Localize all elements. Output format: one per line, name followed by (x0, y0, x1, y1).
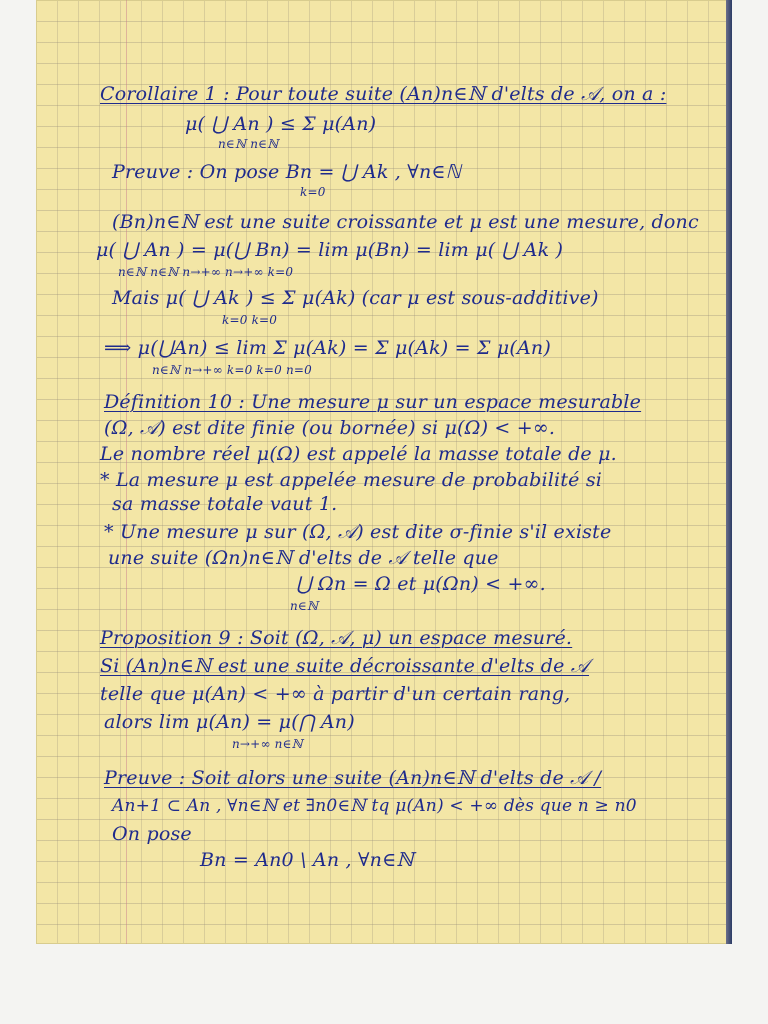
definition-line-2: Le nombre réel μ(Ω) est appelé la masse totale de μ. (100, 443, 617, 465)
proposition-line-2: telle que μ(An) < +∞ à partir d'un certain rang, (100, 683, 571, 705)
page-edge-shadow (726, 0, 732, 944)
proof-2-title: Preuve : Soit alors une suite (An)n∈ℕ d'elts de 𝒜 / (104, 767, 602, 789)
definition-line-7-subscripts: n∈ℕ (290, 599, 319, 613)
proof-2-line-1: An+1 ⊂ An , ∀n∈ℕ et ∃n0∈ℕ tq μ(An) < +∞ dès que n ≥ n0 (112, 796, 637, 816)
proof-1-line-3-subscripts: k=0 k=0 (222, 313, 278, 327)
proof-1-conclusion-subscripts: n∈ℕ n→+∞ k=0 k=0 n=0 (152, 363, 313, 377)
proof-2-line-3: Bn = An0 \ An , ∀n∈ℕ (200, 849, 414, 871)
definition-title: Définition 10 : Une mesure μ sur un espace mesurable (104, 391, 642, 413)
proposition-line-3: alors lim μ(An) = μ(⋂ An) (104, 711, 355, 733)
corollary-statement-subscripts: n∈ℕ n∈ℕ (218, 137, 279, 151)
proof-1-intro-subscripts: k=0 (300, 185, 326, 199)
definition-line-7: ⋃ Ωn = Ω et μ(Ωn) < +∞. (296, 573, 546, 595)
proposition-line-1: Si (An)n∈ℕ est une suite décroissante d'elts de 𝒜 (100, 655, 590, 677)
definition-line-1: (Ω, 𝒜) est dite finie (ou bornée) si μ(Ω) < +∞. (104, 417, 556, 439)
definition-line-5: * Une mesure μ sur (Ω, 𝒜) est dite σ-finie s'il existe (104, 521, 612, 543)
proof-1-intro: Preuve : On pose Bn = ⋃ Ak , ∀n∈ℕ (112, 161, 462, 183)
corollary-title: Corollaire 1 : Pour toute suite (An)n∈ℕ d'elts de 𝒜, on a : (100, 83, 667, 105)
definition-line-6: une suite (Ωn)n∈ℕ d'elts de 𝒜 telle que (108, 547, 499, 569)
proof-1-line-3: Mais μ( ⋃ Ak ) ≤ Σ μ(Ak) (car μ est sous-additive) (112, 287, 599, 309)
definition-line-3: * La mesure μ est appelée mesure de probabilité si (100, 469, 603, 491)
definition-line-4: sa masse totale vaut 1. (112, 493, 338, 515)
proposition-title: Proposition 9 : Soit (Ω, 𝒜, μ) un espace mesuré. (100, 627, 573, 649)
corollary-statement: μ( ⋃ An ) ≤ Σ μ(An) (185, 113, 377, 135)
proof-1-conclusion: ⟹ μ(⋃An) ≤ lim Σ μ(Ak) = Σ μ(Ak) = Σ μ(An) (104, 337, 551, 359)
proof-1-line-2: μ( ⋃ An ) = μ(⋃ Bn) = lim μ(Bn) = lim μ( ⋃ Ak ) (96, 239, 564, 261)
proposition-line-3-subscripts: n→+∞ n∈ℕ (232, 737, 303, 751)
proof-2-line-2: On pose (112, 823, 192, 845)
proof-1-line-1: (Bn)n∈ℕ est une suite croissante et μ est une mesure, donc (112, 211, 699, 233)
proof-1-line-2-subscripts: n∈ℕ n∈ℕ n→+∞ n→+∞ k=0 (118, 265, 294, 279)
